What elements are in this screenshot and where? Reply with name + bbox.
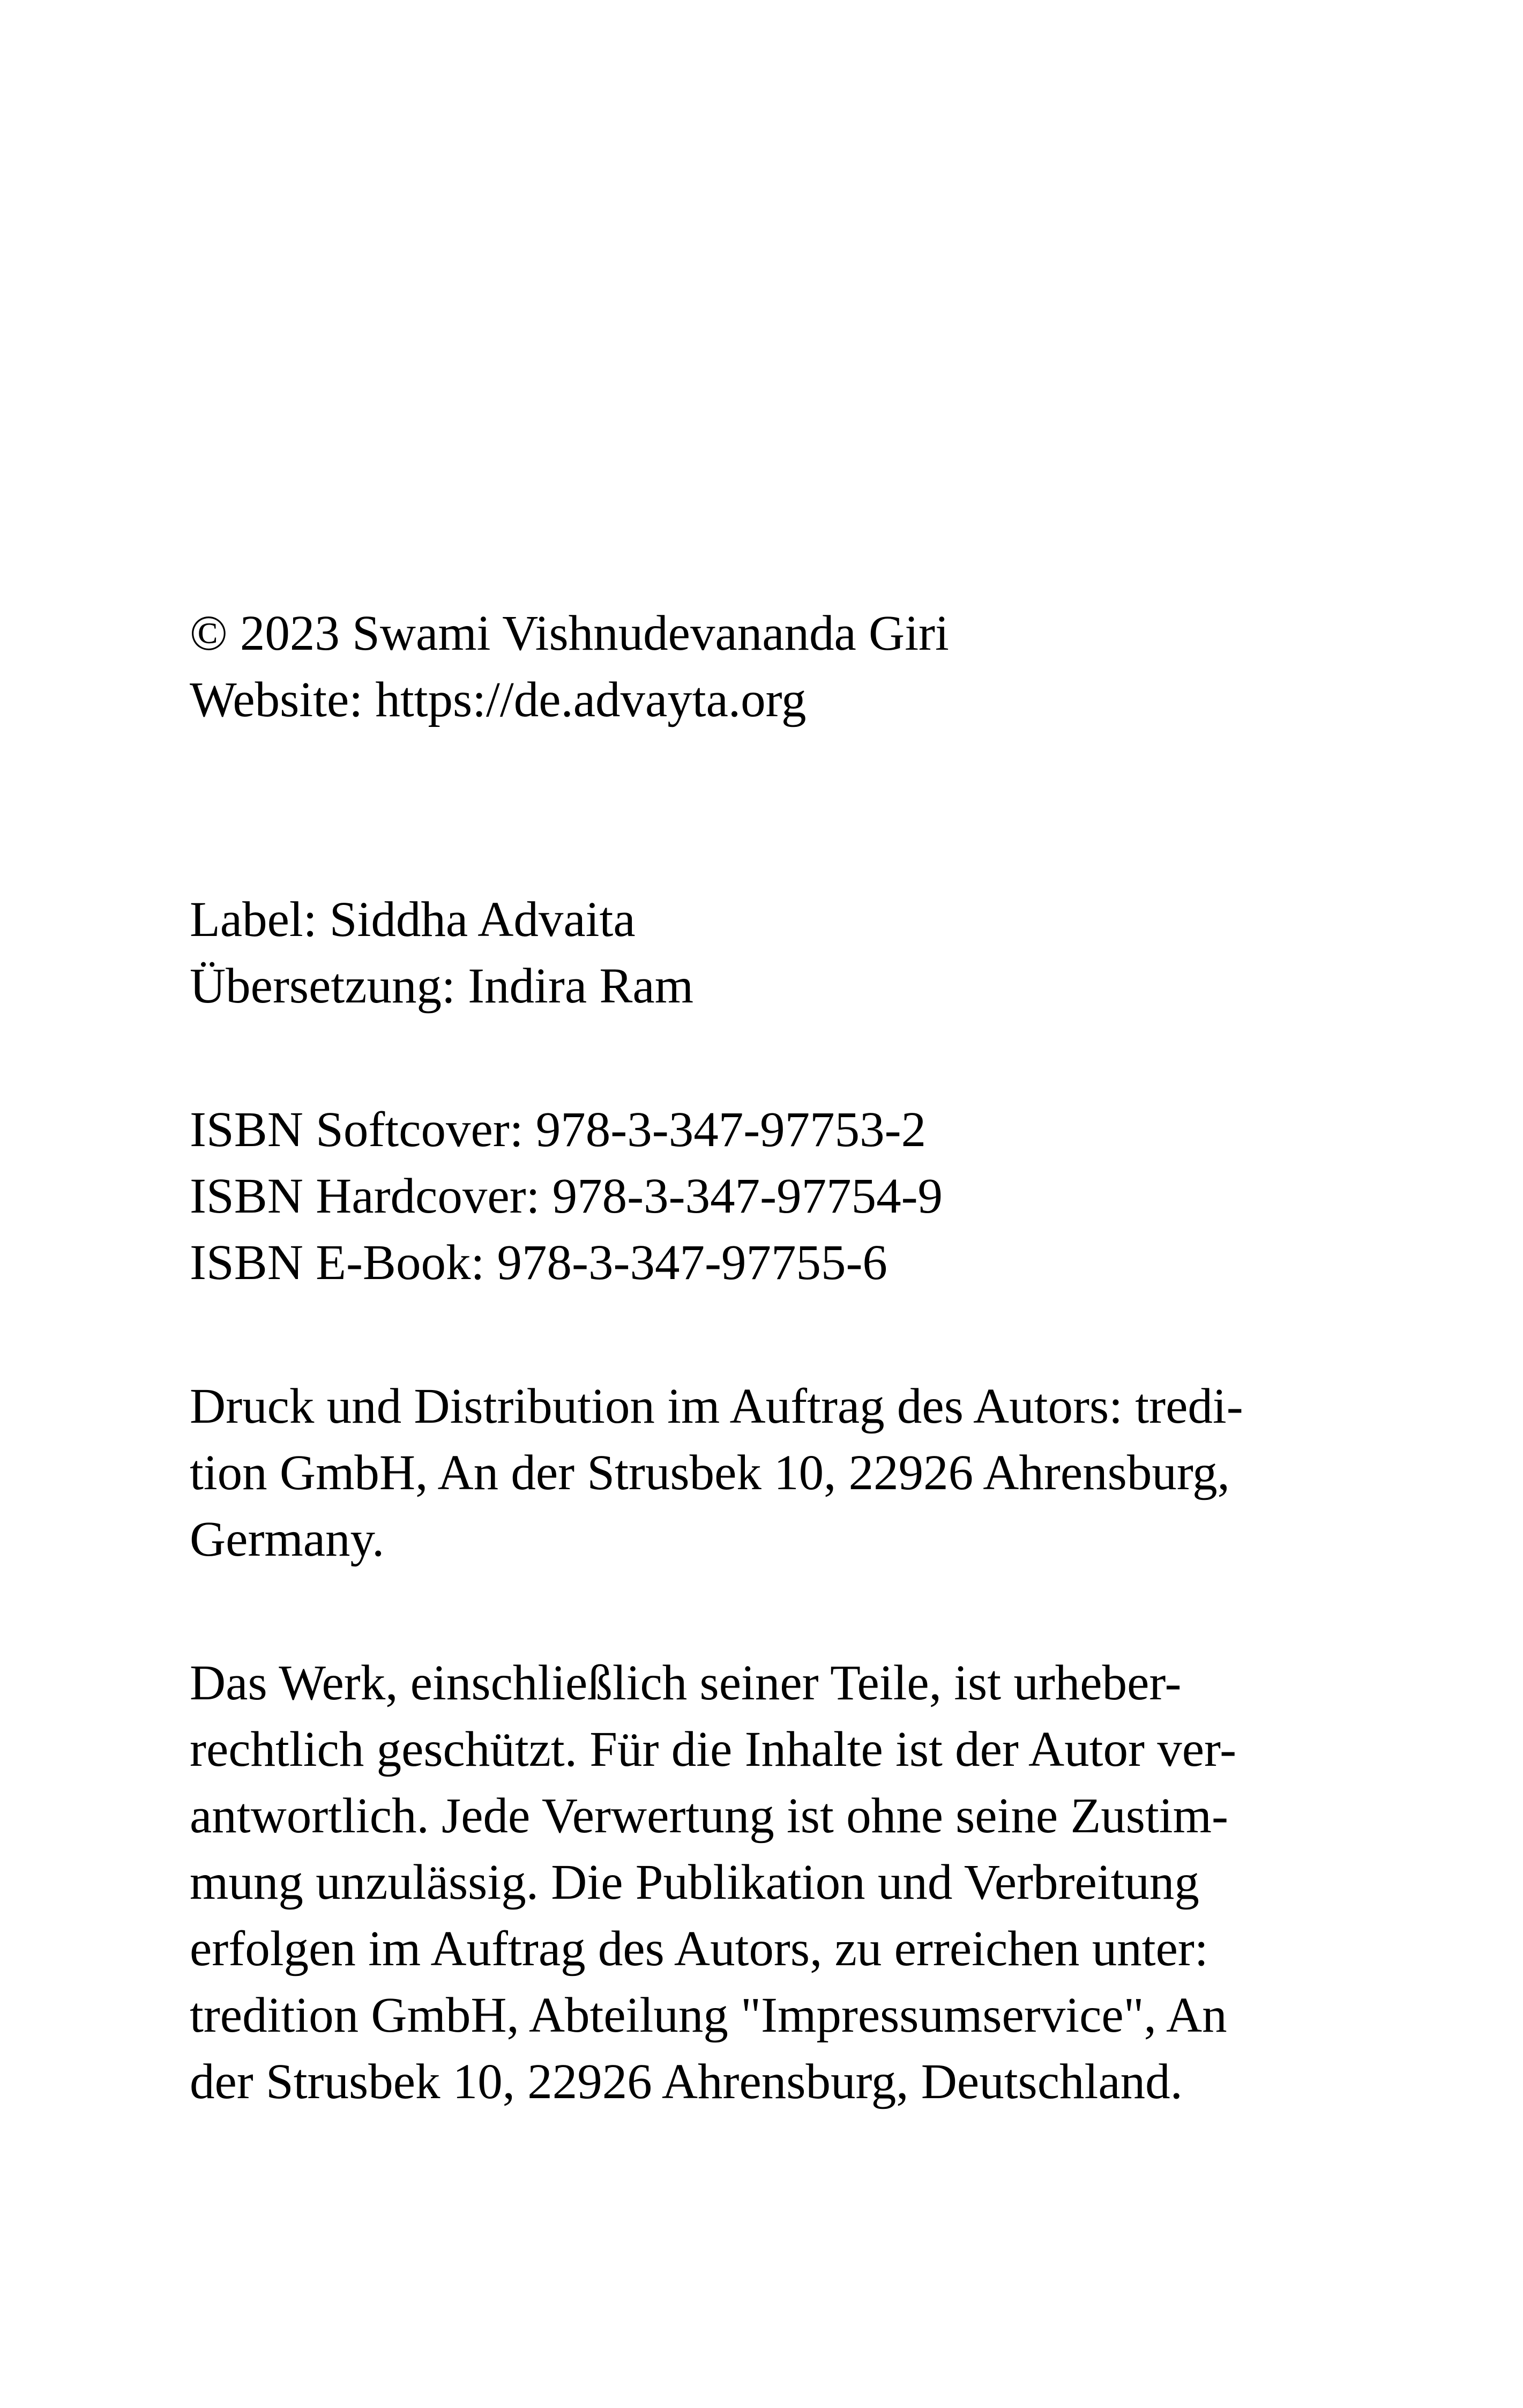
imprint-text xyxy=(190,600,1347,2115)
translation-line: Übersetzung: Indira Ram xyxy=(190,958,694,1014)
rights-line: antwortlich. Jede Verwertung ist ohne seine Zustim- xyxy=(190,1788,1228,1844)
isbn-softcover: ISBN Softcover: 978-3-347-97753-2 xyxy=(190,1102,927,1157)
credits-block xyxy=(190,887,1347,1020)
printing-block xyxy=(190,1373,1347,1573)
printing-line: tion GmbH, An der Strusbek 10, 22926 Ahrensburg, xyxy=(190,1445,1230,1500)
rights-line: rechtlich geschützt. Für die Inhalte ist der Autor ver- xyxy=(190,1722,1237,1777)
rights-line: der Strusbek 10, 22926 Ahrensburg, Deutschland. xyxy=(190,2054,1183,2109)
label-line: Label: Siddha Advaita xyxy=(190,892,636,947)
rights-line: erfolgen im Auftrag des Autors, zu erreichen unter: xyxy=(190,1921,1208,1976)
rights-block xyxy=(190,1650,1347,2115)
printing-line: Druck und Distribution im Auftrag des Autors: tredi- xyxy=(190,1379,1243,1434)
isbn-hardcover: ISBN Hardcover: 978-3-347-97754-9 xyxy=(190,1169,943,1224)
copyright-holder: © 2023 Swami Vishnudevananda Giri xyxy=(190,606,949,661)
rights-line: tredition GmbH, Abteilung "Impressumservice", An xyxy=(190,1988,1227,2043)
website-line: Website: https://de.advayta.org xyxy=(190,672,807,727)
isbn-block xyxy=(190,1097,1347,1296)
rights-line: mung unzulässig. Die Publikation und Verbreitung xyxy=(190,1855,1199,1910)
printing-line: Germany. xyxy=(190,1512,385,1567)
copyright-block xyxy=(190,600,1347,733)
rights-line: Das Werk, einschließlich seiner Teile, ist urheber- xyxy=(190,1655,1182,1711)
isbn-ebook: ISBN E-Book: 978-3-347-97755-6 xyxy=(190,1235,887,1290)
